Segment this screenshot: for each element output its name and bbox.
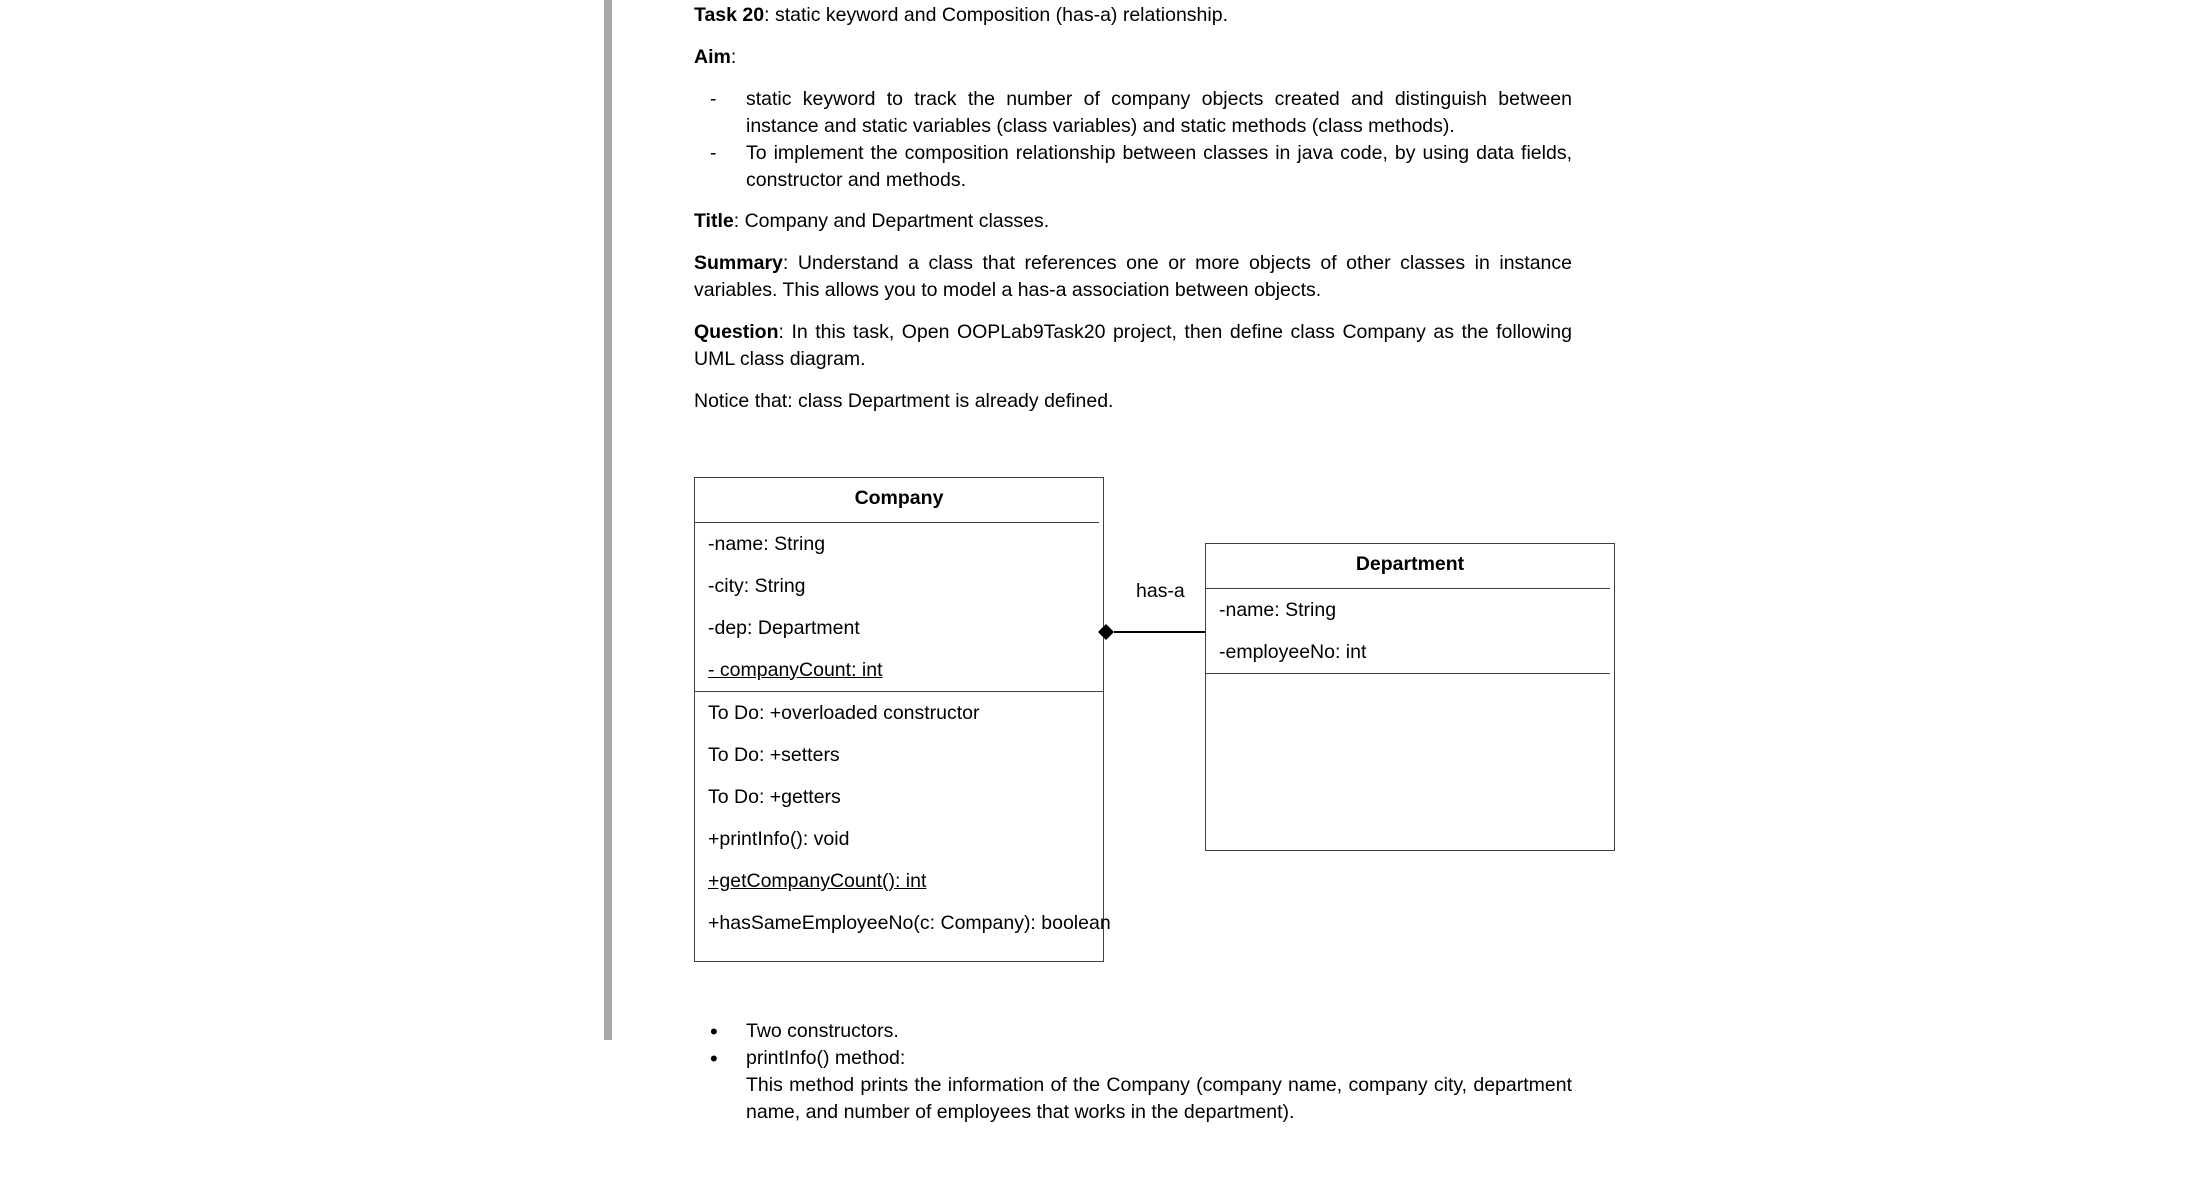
task-heading xyxy=(694,2,1572,29)
aim-item-text: static keyword to track the number of company objects created and distinguish between instance and static variables (class variables) and static methods (class methods). xyxy=(746,88,1572,137)
relation-label: has-a xyxy=(1136,580,1185,602)
list-item-text: Two constructors. xyxy=(746,1020,899,1042)
uml-class-department xyxy=(1205,543,1615,851)
dash-marker: - xyxy=(710,88,717,110)
aim-colon: : xyxy=(730,46,737,68)
title-label: Title xyxy=(694,210,734,232)
aim-label: Aim xyxy=(694,46,731,68)
left-margin-rule xyxy=(604,0,612,1040)
company-static-attribute: - companyCount: int xyxy=(708,659,883,681)
task-text: : static keyword and Composition (has-a) relationship. xyxy=(764,4,1228,26)
company-method: +hasSameEmployeeNo(c: Company): boolean xyxy=(708,912,1111,934)
summary-label: Summary xyxy=(694,252,783,274)
aim-heading xyxy=(694,44,1572,71)
department-class-name: Department xyxy=(1355,553,1465,575)
company-attribute: -city: String xyxy=(708,575,806,597)
company-class-name: Company xyxy=(854,487,944,509)
company-method: To Do: +setters xyxy=(708,744,840,766)
list-item xyxy=(694,1018,1572,1045)
company-method: To Do: +overloaded constructor xyxy=(708,702,980,724)
aim-list xyxy=(694,86,1572,194)
company-method: To Do: +getters xyxy=(708,786,841,808)
bullet-marker: • xyxy=(710,1019,718,1044)
summary-text: : Understand a class that references one or more objects of other classes in instance variables. This allows you to model a has-a association between objects. xyxy=(694,252,1572,301)
divider xyxy=(1206,673,1610,674)
dash-marker: - xyxy=(710,142,717,164)
department-attribute: -name: String xyxy=(1219,599,1337,621)
title-text: : Company and Department classes. xyxy=(733,210,1050,232)
question-label: Question xyxy=(694,321,779,343)
department-attribute: -employeeNo: int xyxy=(1219,641,1367,663)
aim-item-text: To implement the composition relationship between classes in java code, by using data fields, constructor and methods. xyxy=(746,142,1572,191)
title-paragraph xyxy=(694,208,1572,235)
composition-diamond-icon xyxy=(1098,624,1114,640)
aim-item xyxy=(694,140,1572,194)
list-item-text: printInfo() method: xyxy=(746,1047,906,1069)
bullet-marker: • xyxy=(710,1046,718,1071)
question-paragraph xyxy=(694,319,1572,373)
aim-item xyxy=(694,86,1572,140)
printinfo-description: This method prints the information of the Company (company name, company city, department name, and number of employees that works in the department). xyxy=(746,1074,1572,1123)
notice-paragraph: Notice that: class Department is already defined. xyxy=(694,390,1114,412)
company-attribute: -dep: Department xyxy=(708,617,860,639)
question-text: : In this task, Open OOPLab9Task20 project, then define class Company as the following UML class diagram. xyxy=(694,321,1572,370)
list-item xyxy=(694,1045,1572,1126)
company-attribute: -name: String xyxy=(708,533,826,555)
requirements-list xyxy=(694,1018,1572,1126)
company-method: +printInfo(): void xyxy=(708,828,850,850)
uml-class-company xyxy=(694,477,1111,962)
composition-connector xyxy=(1095,618,1210,646)
task-label: Task 20 xyxy=(694,4,765,26)
summary-paragraph xyxy=(694,250,1572,304)
company-static-method: +getCompanyCount(): int xyxy=(708,870,927,892)
